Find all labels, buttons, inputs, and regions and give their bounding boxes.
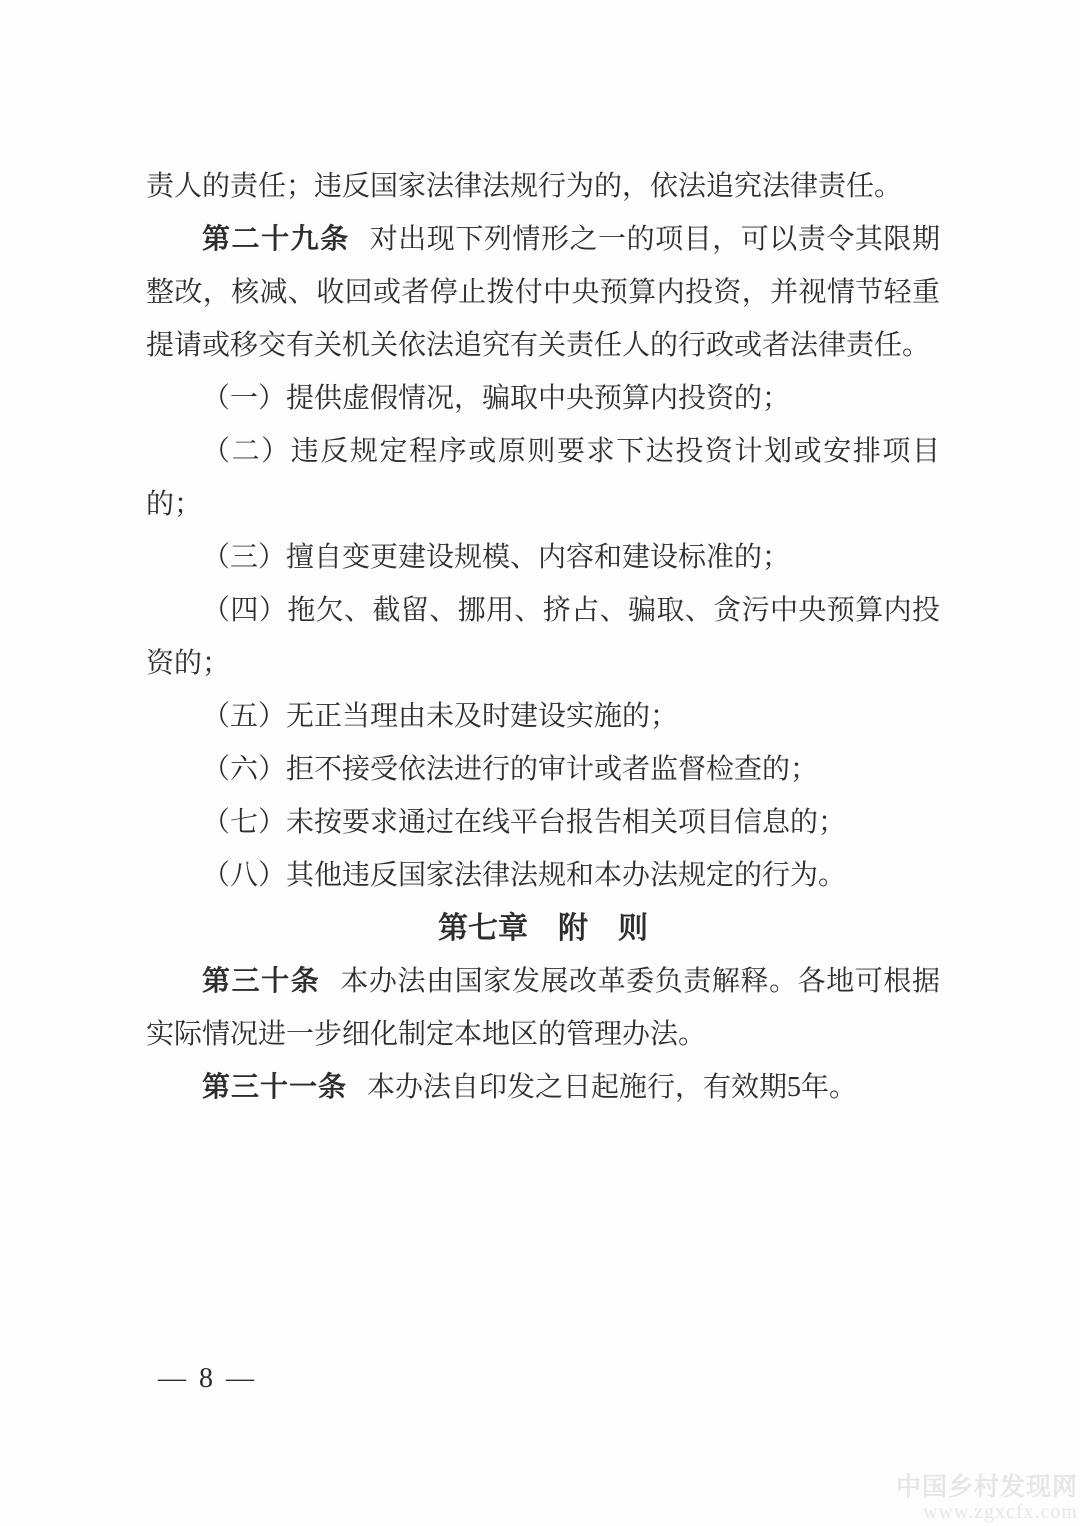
watermark-site-url: www.zgxcfx.com [923, 1501, 1078, 1523]
document-body [146, 160, 940, 1114]
article-30-text: 本办法由国家发展改革委负责解释。各地可根据实际情况进一步细化制定本地区的管理办法。 [146, 966, 940, 1050]
article-31-text: 本办法自印发之日起施行，有效期5年。 [367, 1072, 858, 1103]
intro-continuation-line: 责人的责任；违反国家法律法规行为的，依法追究法律责任。 [146, 171, 903, 202]
list-item-6: （六）拒不接受依法进行的审计或者监督检查的； [202, 754, 819, 785]
list-item-1: （一）提供虚假情况，骗取中央预算内投资的； [202, 383, 791, 414]
list-item-2: （二）违反规定程序或原则要求下达投资计划或安排项目的； [146, 436, 940, 520]
article-31 [146, 1061, 940, 1114]
list-item-3: （三）擅自变更建设规模、内容和建设标准的； [202, 542, 791, 573]
page-number: — 8 — [158, 1363, 257, 1394]
watermark-site-name: 中国乡村发现网 [895, 1473, 1078, 1501]
list-item-5: （五）无正当理由未及时建设实施的； [202, 701, 679, 732]
chapter-heading: 第七章 附 则 [438, 912, 648, 945]
article-29-number: 第二十九条 [202, 224, 350, 255]
article-31-number: 第三十一条 [202, 1072, 348, 1103]
list-item-7: （七）未按要求通过在线平台报告相关项目信息的； [202, 807, 847, 838]
article-29 [146, 213, 940, 372]
article-30 [146, 955, 940, 1061]
site-watermark [896, 1474, 1078, 1524]
list-item-4: （四）拖欠、截留、挪用、挤占、骗取、贪污中央预算内投资的； [146, 595, 940, 679]
article-30-number: 第三十条 [202, 966, 321, 997]
list-item-8: （八）其他违反国家法律法规和本办法规定的行为。 [202, 860, 847, 891]
article-29-text: 对出现下列情形之一的项目，可以责令其限期整改，核减、收回或者停止拨付中央预算内投资，并视情节轻重提请或移交有关机关依法追究有关责任人的行政或者法律责任。 [146, 224, 940, 361]
